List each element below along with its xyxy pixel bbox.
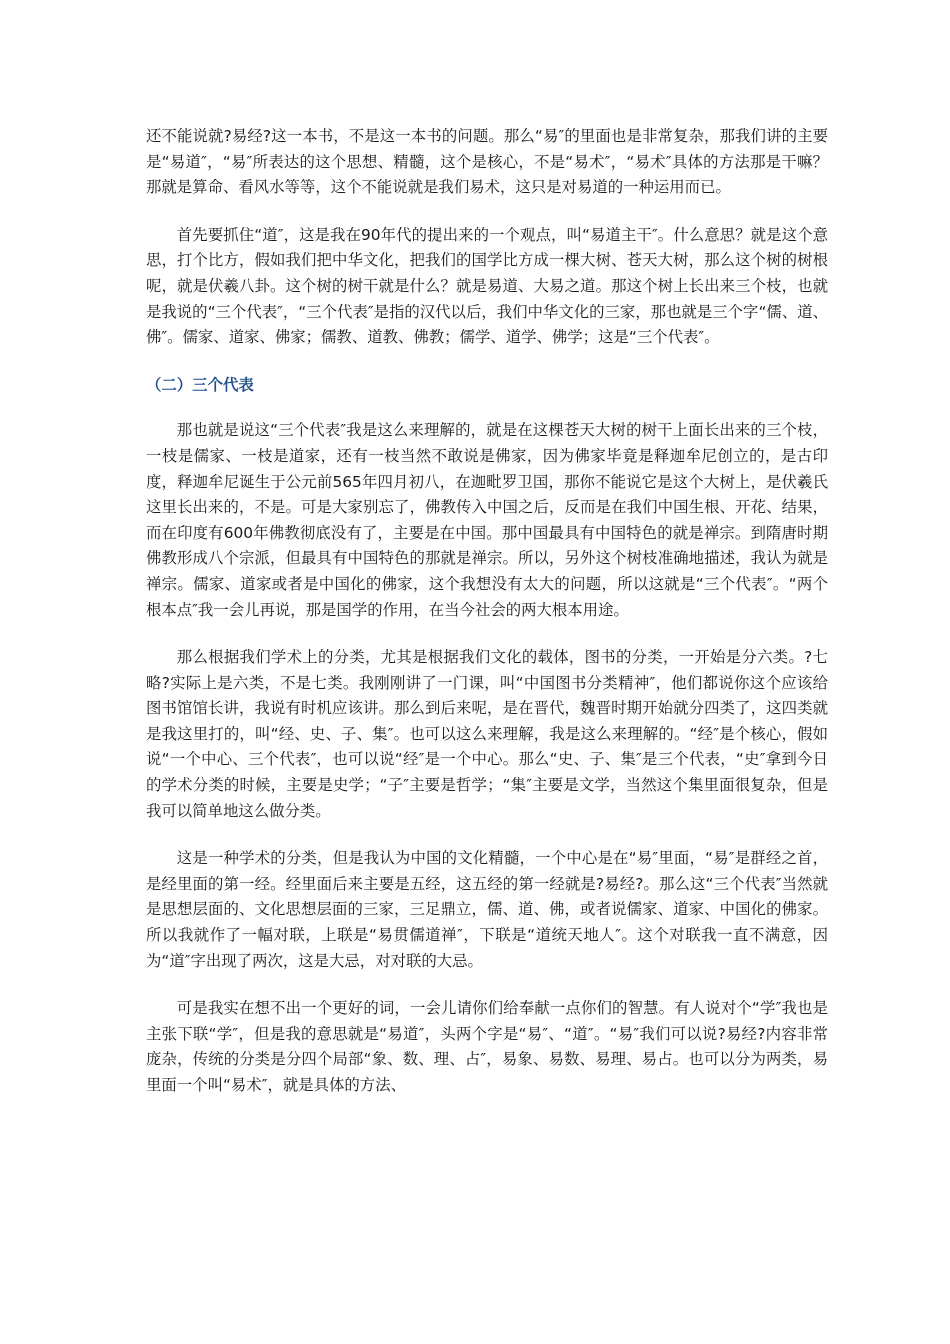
paragraph-6: 可是我实在想不出一个更好的词，一会儿请你们给奉献一点你们的智慧。有人说对个“学″我也是主张下联“学″，但是我的意思就是“易道″，头两个字是“易″、“道″。“易″我们可以说?易经?内容非常庞杂，传统的分类是分四个局部“象、数、理、占″，易象、易数、易理、易占。也可以分为两类，易里面一个叫“易术″，就是具体的方法、 <box>146 999 828 1094</box>
section-heading: （二）三个代表 <box>146 375 254 394</box>
paragraph-5: 这是一种学术的分类，但是我认为中国的文化精髓，一个中心是在“易″里面，“易″是群经之首，是经里面的第一经。经里面后来主要是五经，这五经的第一经就是?易经?。那么这“三个代表″当然就是思想层面的、文化思想层面的三家，三足鼎立，儒、道、佛，或者说儒家、道家、中国化的佛家。所以我就作了一幅对联，上联是“易贯儒道禅″，下联是“道统天地人″。这个对联我一直不满意，因为“道″字出现了两次，这是大忌，对对联的大忌。 <box>146 849 828 970</box>
paragraph-1: 还不能说就?易经?这一本书，不是这一本书的问题。那么“易″的里面也是非常复杂，那我们讲的主要是“易道″，“易″所表达的这个思想、精髓，这个是核心，不是“易术″，“易术″具体的方法那是干嘛？那就是算命、看风水等等，这个不能说就是我们易术，这只是对易道的一种运用而已。 <box>146 127 828 197</box>
paragraph-3: 那也就是说这“三个代表″我是这么来理解的，就是在这棵苍天大树的树干上面长出来的三个枝，一枝是儒家、一枝是道家，还有一枝当然不敢说是佛家，因为佛家毕竟是释迦牟尼创立的，是古印度，释迦牟尼诞生于公元前565年四月初八，在迦毗罗卫国，那你不能说它是这个大树上，是伏羲氏这里长出来的，不是。可是大家别忘了，佛教传入中国之后，反而是在我们中国生根、开花、结果，而在印度有600年佛教彻底没有了，主要是在中国。那中国最具有中国特色的就是禅宗。到隋唐时期佛教形成八个宗派，但最具有中国特色的那就是禅宗。所以，另外这个树枝准确地描述，我认为就是禅宗。儒家、道家或者是中国化的佛家，这个我想没有太大的问题，所以这就是“三个代表″。“两个根本点″我一会儿再说，那是国学的作用，在当今社会的两大根本用途。 <box>146 421 828 619</box>
paragraph-4: 那么根据我们学术上的分类，尤其是根据我们文化的载体，图书的分类，一开始是分六类。?七略?实际上是六类，不是七类。我刚刚讲了一门课，叫“中国图书分类精神″，他们都说你这个应该给图书馆馆长讲，我说有时机应该讲。那么到后来呢，是在晋代，魏晋时期开始就分四类了，这四类就是我这里打的，叫“经、史、子、集″。也可以这么来理解，我是这么来理解的。“经″是个核心，假如说“一个中心、三个代表″，也可以说“经″是一个中心。那么“史、子、集″是三个代表，“史″拿到今日的学术分类的时候，主要是史学；“子″主要是哲学；“集″主要是文学，当然这个集里面很复杂，但是我可以简单地这么做分类。 <box>146 648 828 820</box>
document-page <box>146 124 828 1121</box>
paragraph-2: 首先要抓住“道″，这是我在90年代的提出来的一个观点，叫“易道主干″。什么意思？就是这个意思，打个比方，假如我们把中华文化，把我们的国学比方成一棵大树、苍天大树，那么这个树的树根呢，就是伏羲八卦。这个树的树干就是什么？就是易道、大易之道。那这个树上长出来三个枝，也就是我说的“三个代表″，“三个代表″是指的汉代以后，我们中华文化的三家，那也就是三个字“儒、道、佛″。儒家、道家、佛家；儒教、道教、佛教；儒学、道学、佛学；这是“三个代表″。 <box>146 225 828 347</box>
